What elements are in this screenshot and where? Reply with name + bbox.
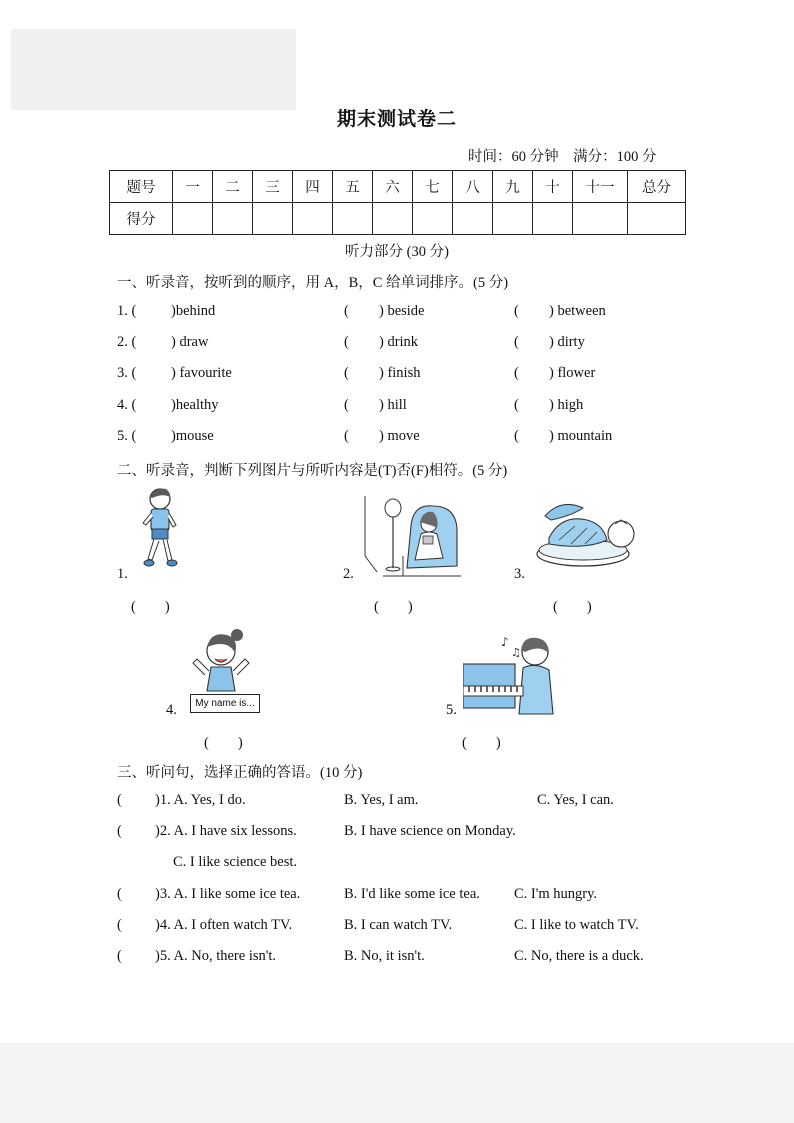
pic3-label: 3.	[514, 566, 525, 582]
section2-title: 二、听录音，判断下列图片与所听内容是(T)否(F)相符。(5 分)	[117, 463, 508, 479]
s1-row2-num: 2. (	[117, 334, 137, 350]
s1-paren: (	[344, 303, 349, 319]
pic4-label: 4.	[166, 702, 177, 718]
s1-row4-c: ) high	[549, 397, 584, 413]
s1-paren: (	[344, 428, 349, 444]
table-cell: 一	[173, 171, 213, 203]
pic5-answer-blank[interactable]: ( )	[462, 735, 501, 751]
table-cell: 三	[253, 171, 293, 203]
table-cell: 题号	[110, 171, 173, 203]
s1-paren: (	[514, 397, 519, 413]
s1-row2-b: ) drink	[379, 334, 419, 350]
s1-row5-c: ) mountain	[549, 428, 613, 444]
s1-row3-a: ) favourite	[171, 365, 232, 381]
s1-row1-b: ) beside	[379, 303, 425, 319]
listening-heading: 听力部分 (30 分)	[345, 244, 449, 260]
s3-q1-a: )1. A. Yes, I do.	[155, 792, 246, 808]
s1-row3-num: 3. (	[117, 365, 137, 381]
boy-walking-picture	[138, 485, 186, 575]
section3-title: 三、听问句，选择正确的答语。(10 分)	[117, 765, 363, 781]
s3-q4-a: )4. A. I often watch TV.	[155, 917, 293, 933]
score-input-cell[interactable]	[253, 203, 293, 235]
s1-paren: (	[514, 428, 519, 444]
s3-q3-b: B. I'd like some ice tea.	[344, 886, 480, 902]
top-gray-box	[11, 29, 296, 110]
score-input-cell[interactable]	[628, 203, 686, 235]
s1-paren: (	[344, 334, 349, 350]
pic1-answer-blank[interactable]: ( )	[131, 599, 170, 615]
s3-q5-a: )5. A. No, there isn't.	[155, 948, 277, 964]
s3-q5-c: C. No, there is a duck.	[514, 948, 644, 964]
score-input-cell[interactable]	[173, 203, 213, 235]
s1-paren: (	[344, 365, 349, 381]
s3-q1-c: C. Yes, I can.	[537, 792, 614, 808]
score-input-cell[interactable]	[573, 203, 628, 235]
score-input-cell[interactable]	[293, 203, 333, 235]
s1-row5-num: 5. (	[117, 428, 137, 444]
score-header-row	[110, 171, 686, 203]
name-card-sign: My name is...	[190, 694, 260, 713]
s1-row3-c: ) flower	[549, 365, 596, 381]
s3-q5-b: B. No, it isn't.	[344, 948, 425, 964]
s1-row4-a: )healthy	[171, 397, 219, 413]
s1-row4-b: ) hill	[379, 397, 407, 413]
s3-q1-b: B. Yes, I am.	[344, 792, 419, 808]
pic1-label: 1.	[117, 566, 128, 582]
score-input-cell[interactable]	[213, 203, 253, 235]
table-cell: 总分	[628, 171, 686, 203]
s1-paren: (	[514, 334, 519, 350]
s3-paren: (	[117, 948, 122, 964]
s1-paren: (	[344, 397, 349, 413]
woman-reading-picture	[363, 496, 461, 578]
pic3-answer-blank[interactable]: ( )	[553, 599, 592, 615]
bottom-gray-band	[0, 1043, 794, 1123]
s3-q2-a: )2. A. I have six lessons.	[155, 823, 297, 839]
pic2-label: 2.	[343, 566, 354, 582]
table-cell: 二	[213, 171, 253, 203]
page-title: 期末测试卷二	[336, 109, 457, 130]
s1-row1-c: ) between	[549, 303, 606, 319]
s3-q4-c: C. I like to watch TV.	[514, 917, 639, 933]
table-cell: 十一	[573, 171, 628, 203]
score-input-cell[interactable]	[453, 203, 493, 235]
pic2-answer-blank[interactable]: ( )	[374, 599, 413, 615]
s1-row2-c: ) dirty	[549, 334, 585, 350]
score-input-cell[interactable]	[413, 203, 453, 235]
music-note-icon: ♫	[511, 646, 521, 659]
table-cell: 七	[413, 171, 453, 203]
s3-paren: (	[117, 917, 122, 933]
table-cell: 五	[333, 171, 373, 203]
score-input-cell[interactable]	[333, 203, 373, 235]
s1-row1-num: 1. (	[117, 303, 137, 319]
time-info: 时间：60 分钟 满分：100 分	[468, 149, 657, 165]
s3-q3-c: C. I'm hungry.	[514, 886, 598, 902]
pic5-label: 5.	[446, 702, 457, 718]
score-row	[110, 203, 686, 235]
s1-row3-b: ) finish	[379, 365, 421, 381]
s1-paren: (	[514, 303, 519, 319]
score-input-cell[interactable]	[533, 203, 573, 235]
table-cell: 九	[493, 171, 533, 203]
table-cell: 十	[533, 171, 573, 203]
s1-row4-num: 4. (	[117, 397, 137, 413]
s3-paren: (	[117, 886, 122, 902]
boy-piano-picture	[463, 630, 555, 718]
table-cell: 四	[293, 171, 333, 203]
s3-q3-a: )3. A. I like some ice tea.	[155, 886, 301, 902]
s3-paren: (	[117, 792, 122, 808]
music-note-icon: ♪	[501, 635, 509, 649]
s1-row2-a: ) draw	[171, 334, 209, 350]
s3-q2-b: B. I have science on Monday.	[344, 823, 516, 839]
score-table	[109, 170, 686, 235]
score-row-label: 得分	[110, 203, 173, 235]
table-cell: 八	[453, 171, 493, 203]
s3-q4-b: B. I can watch TV.	[344, 917, 453, 933]
s3-paren: (	[117, 823, 122, 839]
section1-title: 一、听录音，按听到的顺序，用 A，B，C 给单词排序。(5 分)	[117, 275, 509, 291]
s1-paren: (	[514, 365, 519, 381]
s3-q2-c: C. I like science best.	[173, 854, 298, 870]
table-cell: 六	[373, 171, 413, 203]
pic4-answer-blank[interactable]: ( )	[204, 735, 243, 751]
s1-row5-b: ) move	[379, 428, 420, 444]
vegetables-plate-picture	[531, 494, 641, 572]
score-input-cell[interactable]	[493, 203, 533, 235]
s1-row1-a: )behind	[171, 303, 216, 319]
score-input-cell[interactable]	[373, 203, 413, 235]
s1-row5-a: )mouse	[171, 428, 214, 444]
